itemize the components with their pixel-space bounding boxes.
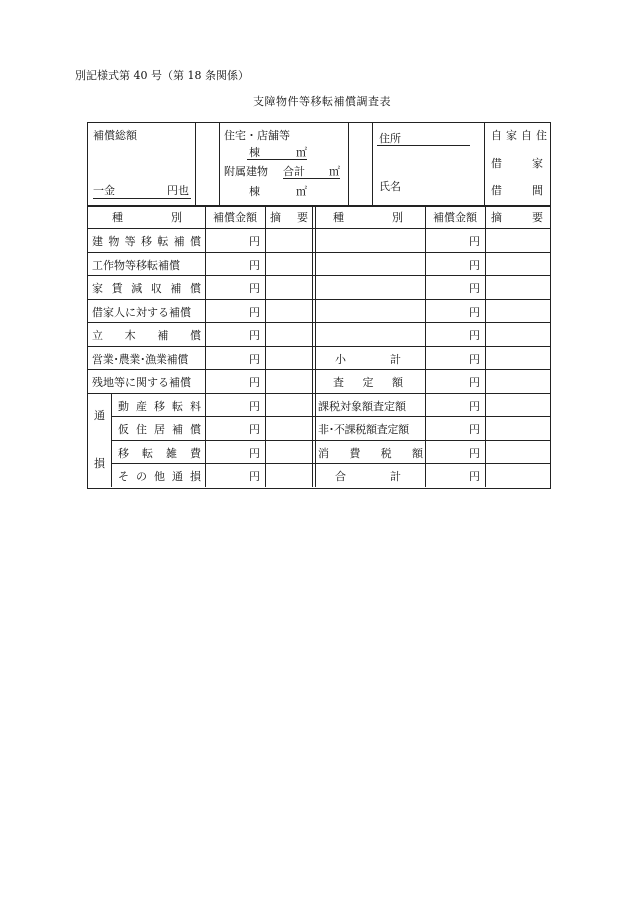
right-amount-yen-9: 円 (469, 446, 480, 460)
row-nontaxable-assessed: 非･不課税額査定額 (318, 422, 409, 436)
row-misc-transfer: 移 転 雑 費 (118, 446, 201, 460)
total-amount-line (93, 184, 191, 199)
row-assessed: 査 定 額 (333, 375, 403, 389)
unit-m2: ㎡ (296, 185, 307, 198)
row-standing-tree: 立 木 補 償 (92, 328, 201, 342)
page-title: 支障物件等移転補償調査表 (253, 95, 391, 108)
right-amount-yen-3: 円 (469, 305, 480, 319)
right-amount-yen-5: 円 (469, 352, 480, 366)
unit-mune: 棟 (249, 146, 260, 159)
row-remaining-land: 残地等に関する補償 (92, 375, 191, 389)
left-amount-yen-10: 円 (249, 469, 260, 483)
col-kind-left: 種 別 (112, 211, 182, 224)
row-taxable-assessed: 課税対象額査定額 (318, 399, 406, 413)
left-amount-yen-9: 円 (249, 446, 260, 460)
right-amount-yen-1: 円 (469, 258, 480, 272)
col-amount-left: 補償金額 (213, 211, 257, 224)
unit-mune: 棟 (249, 185, 260, 198)
left-amount-yen-6: 円 (249, 375, 260, 389)
left-amount-yen-1: 円 (249, 258, 260, 272)
right-amount-yen-2: 円 (469, 281, 480, 295)
row-subtotal: 小 計 (335, 352, 401, 366)
tenure-own: 自家自住 (491, 129, 551, 142)
building-title: 住宅・店舗等 (224, 129, 290, 142)
annex-total-line (283, 165, 340, 179)
right-amount-yen-10: 円 (469, 469, 480, 483)
col-remarks-left: 摘 要 (270, 211, 308, 224)
row-grand-total: 合 計 (335, 469, 401, 483)
right-amount-yen-4: 円 (469, 328, 480, 342)
address-label: 住所 (379, 132, 401, 145)
annex-label: 附属建物 (224, 165, 268, 178)
unit-m2: ㎡ (329, 165, 340, 178)
left-amount-yen-4: 円 (249, 328, 260, 342)
row-rent-loss: 家 賃 減 収 補 償 (92, 281, 201, 295)
col-kind-right: 種 別 (333, 211, 403, 224)
row-movables-transfer: 動 産 移 転 料 (118, 399, 201, 413)
right-amount-yen-0: 円 (469, 234, 480, 248)
total-label: 補償総額 (93, 129, 137, 142)
tsuson-group-top: 通 (94, 409, 105, 422)
address-line (377, 132, 470, 146)
col-amount-right: 補償金額 (433, 211, 477, 224)
row-building-transfer: 建 物 等 移 転 補 償 (92, 234, 201, 248)
col-remarks-right: 摘 要 (491, 211, 543, 224)
right-amount-yen-6: 円 (469, 375, 480, 389)
unit-m2: ㎡ (296, 146, 307, 159)
amount-prefix: 一金 (93, 184, 115, 197)
amount-suffix: 円也 (167, 184, 189, 197)
left-amount-yen-5: 円 (249, 352, 260, 366)
left-amount-yen-7: 円 (249, 399, 260, 413)
right-amount-yen-7: 円 (469, 399, 480, 413)
annex-total: 合計 (283, 165, 305, 178)
left-amount-yen-2: 円 (249, 281, 260, 295)
building-count-line (247, 146, 307, 160)
row-business-comp: 営業･農業･漁業補償 (92, 352, 188, 366)
left-amount-yen-3: 円 (249, 305, 260, 319)
tsuson-group-bottom: 損 (94, 457, 105, 470)
form-number: 別記様式第 40 号（第 18 条関係） (75, 69, 249, 82)
row-tenant-comp: 借家人に対する補償 (92, 305, 191, 319)
row-temp-housing: 仮 住 居 補 償 (118, 422, 201, 436)
left-amount-yen-8: 円 (249, 422, 260, 436)
row-structure-transfer: 工作物等移転補償 (92, 258, 180, 272)
row-consumption-tax: 消 費 税 額 (318, 446, 423, 460)
row-other-loss: そ の 他 通 損 (118, 469, 201, 483)
right-amount-yen-8: 円 (469, 422, 480, 436)
name-label: 氏名 (379, 180, 401, 193)
left-amount-yen-0: 円 (249, 234, 260, 248)
